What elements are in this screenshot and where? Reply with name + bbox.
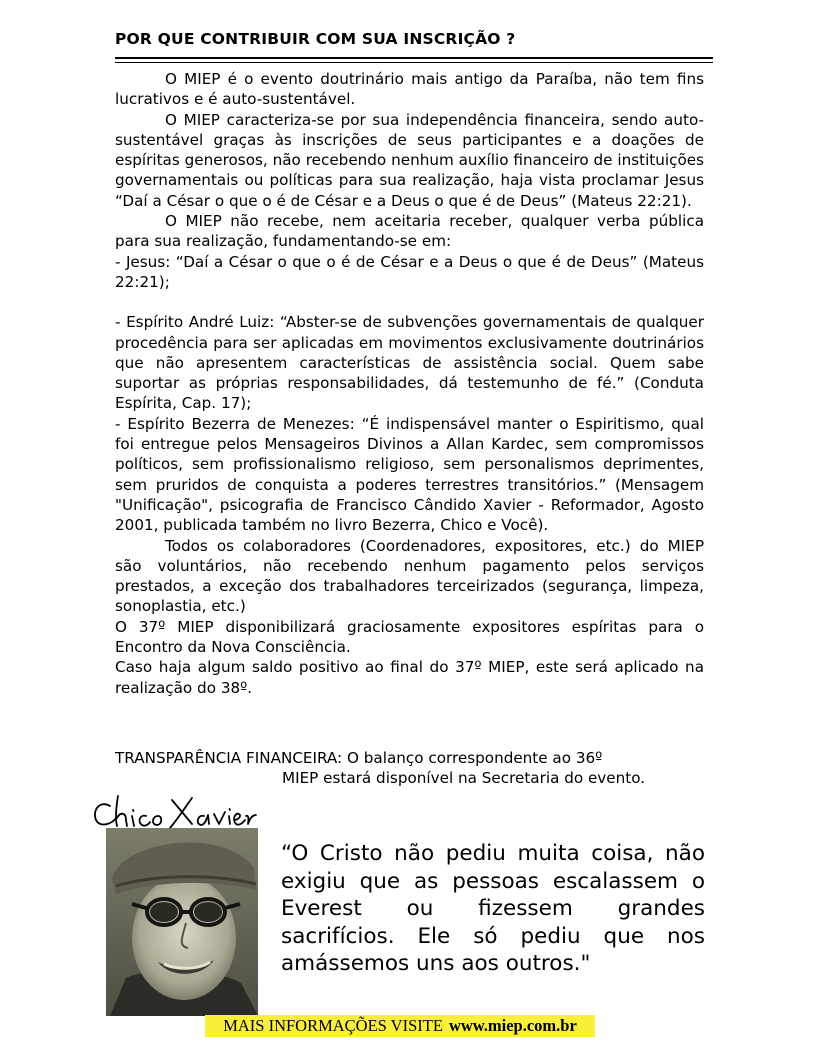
title-rule-thin — [115, 62, 713, 63]
chico-xavier-quote: “O Cristo não pediu muita coisa, não exigiu que as pessoas escalassem o Everest ou fizessem grandes sacrifícios. Ele só pediu que nos amássemos uns aos outros." — [281, 841, 705, 976]
paragraph-jesus: - Jesus: “Daí a César o que o é de César e a Deus o que é de Deus” (Mateus 22:21); — [115, 252, 704, 291]
body-text — [115, 69, 704, 698]
financial-transparency — [115, 748, 704, 789]
finance-line-1: TRANSPARÊNCIA FINANCEIRA: O balanço correspondente ao 36º — [115, 749, 603, 767]
paragraph-andre-luiz: - Espírito André Luiz: “Abster-se de subvenções governamentais de qualquer procedência para ser aplicadas em movimentos exclusivamente doutrinários que não apresentem características de assistência social. Quem sabe suportar as próprias responsabilidades, dá testemunho de fé.” (Conduta Espírita, Cap. 17); — [115, 313, 704, 413]
title-rule-thick — [115, 57, 713, 59]
paragraph-2: O MIEP caracteriza-se por sua independência financeira, sendo auto-sustentável graças às inscrições de seus participantes e a doações de espíritas generosos, não recebendo nenhum auxílio financeiro de instituições governamentais ou políticas para sua realização, haja vista proclamar Jesus “Daí a César o que o é de César e a Deus o que é de Deus” (Mateus 22:21). — [115, 110, 704, 210]
portrait-image — [106, 828, 258, 1016]
paragraph-expositores: O 37º MIEP disponibilizará graciosamente expositores espíritas para o Encontro da Nova Consciência. — [115, 617, 704, 657]
paragraph-volunteers: Todos os colaboradores (Coordenadores, expositores, etc.) do MIEP são voluntários, não recebendo nenhum pagamento pelos serviços prestados, a exceção dos trabalhadores terceirizados (segurança, limpeza, sonoplastia, etc.) — [115, 536, 704, 616]
spacer — [115, 292, 704, 312]
finance-line-2: MIEP estará disponível na Secretaria do evento. — [282, 769, 646, 788]
paragraph-3: O MIEP não recebe, nem aceitaria receber, qualquer verba pública para sua realização, fundamentando-se em: — [115, 212, 704, 251]
page-title: POR QUE CONTRIBUIR COM SUA INSCRIÇÃO ? — [115, 30, 516, 48]
chico-xavier-photo — [106, 828, 258, 1016]
paragraph-1: O MIEP é o evento doutrinário mais antigo da Paraíba, não tem fins lucrativos e é auto-sustentável. — [115, 70, 704, 109]
paragraph-saldo: Caso haja algum saldo positivo ao final do 37º MIEP, este será aplicado na realização do 38º. — [115, 658, 704, 697]
footer-banner — [205, 1015, 595, 1037]
footer-website-link[interactable]: www.miep.com.br — [448, 1016, 577, 1035]
paragraph-bezerra: - Espírito Bezerra de Menezes: “É indispensável manter o Espiritismo, qual foi entregue pelos Mensageiros Divinos a Allan Kardec, sem compromissos políticos, sem profissionalismo religioso, sem personalismos deprimentes, sem pruridos de conquista a poderes terrestres transitórios.” (Mensagem "Unificação", psicografia de Francisco Cândido Xavier - Reformador, Agosto 2001, publicada também no livro Bezerra, Chico e Você). — [115, 414, 704, 535]
footer-label: MAIS INFORMAÇÕES VISITE — [223, 1016, 443, 1035]
